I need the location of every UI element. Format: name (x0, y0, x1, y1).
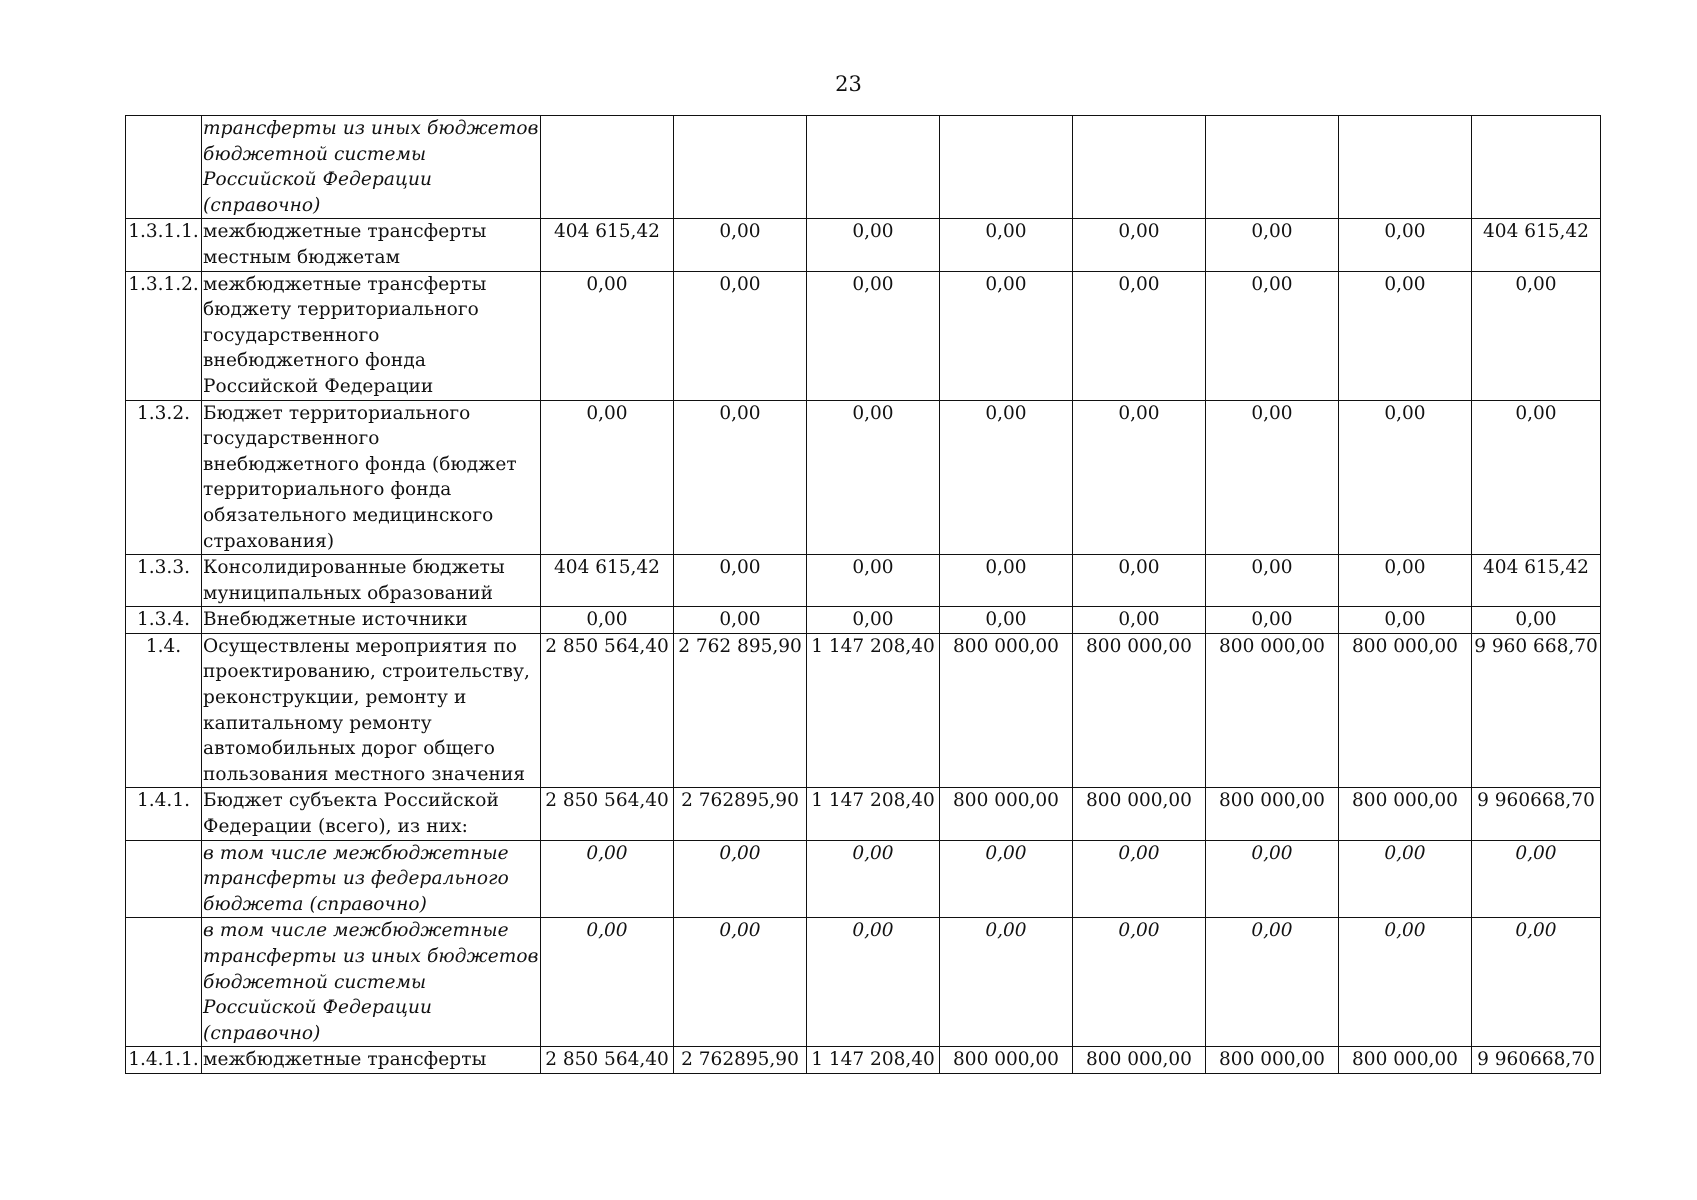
value-cell: 0,00 (674, 918, 807, 1047)
value-cell: 1 147 208,40 (807, 633, 940, 788)
row-number-cell: 1.4. (126, 633, 202, 788)
value-cell: 800 000,00 (1206, 633, 1339, 788)
table-row (126, 271, 1601, 400)
value-cell: 800 000,00 (1206, 788, 1339, 840)
value-cell: 2 850 564,40 (541, 633, 674, 788)
value-cell: 0,00 (541, 607, 674, 634)
row-name-line: трансферты из федерального (203, 868, 509, 890)
value-cell: 0,00 (807, 840, 940, 918)
table-row (126, 918, 1601, 1047)
value-cell: 9 960668,70 (1472, 788, 1601, 840)
row-name-line: межбюджетные трансферты (203, 221, 487, 243)
value-cell: 0,00 (807, 271, 940, 400)
table-row (126, 1047, 1601, 1074)
value-cell: 0,00 (541, 271, 674, 400)
value-cell: 0,00 (1339, 271, 1472, 400)
row-name-line: Внебюджетные источники (203, 609, 468, 631)
value-cell: 800 000,00 (940, 1047, 1073, 1074)
row-number-cell: 1.3.4. (126, 607, 202, 634)
value-cell: 800 000,00 (940, 788, 1073, 840)
row-number-cell: 1.4.1.1. (126, 1047, 202, 1074)
row-name-line: межбюджетные трансферты (203, 273, 487, 295)
value-cell: 0,00 (940, 607, 1073, 634)
row-number-cell: 1.4.1. (126, 788, 202, 840)
value-cell: 0,00 (674, 219, 807, 271)
row-name-line: местным бюджетам (203, 246, 401, 268)
row-name-line: бюджетной системы (203, 143, 427, 165)
table-row (126, 555, 1601, 607)
row-name-cell (202, 788, 541, 840)
table-row (126, 633, 1601, 788)
value-cell: 0,00 (940, 271, 1073, 400)
value-cell: 404 615,42 (1472, 555, 1601, 607)
row-number-cell (126, 116, 202, 219)
value-cell: 1 147 208,40 (807, 788, 940, 840)
table-row (126, 116, 1601, 219)
table-row (126, 788, 1601, 840)
value-cell: 0,00 (940, 918, 1073, 1047)
value-cell: 800 000,00 (1339, 788, 1472, 840)
row-number-cell: 1.3.1.2. (126, 271, 202, 400)
row-name-line: бюджетной системы (203, 971, 427, 993)
value-cell: 2 762895,90 (674, 1047, 807, 1074)
value-cell: 0,00 (940, 219, 1073, 271)
value-cell: 0,00 (1339, 555, 1472, 607)
row-name-line: пользования местного значения (203, 763, 526, 785)
budget-table (125, 115, 1601, 1074)
value-cell: 0,00 (1206, 219, 1339, 271)
value-cell: 0,00 (1073, 555, 1206, 607)
value-cell: 0,00 (1073, 918, 1206, 1047)
row-name-line: (справочно) (203, 194, 321, 216)
row-name-line: капитальному ремонту (203, 712, 432, 734)
value-cell: 0,00 (1073, 607, 1206, 634)
row-name-line: в том числе межбюджетные (203, 842, 509, 864)
value-cell: 2 762 895,90 (674, 633, 807, 788)
value-cell: 0,00 (1206, 840, 1339, 918)
value-cell: 0,00 (807, 219, 940, 271)
value-cell: 0,00 (1472, 918, 1601, 1047)
value-cell: 0,00 (1073, 271, 1206, 400)
value-cell: 2 850 564,40 (541, 1047, 674, 1074)
row-number-cell: 1.3.3. (126, 555, 202, 607)
value-cell: 2 850 564,40 (541, 788, 674, 840)
value-cell: 0,00 (1206, 607, 1339, 634)
row-name-cell (202, 219, 541, 271)
table-body (126, 116, 1601, 1074)
value-cell: 0,00 (674, 840, 807, 918)
row-name-line: бюджету территориального (203, 299, 479, 321)
row-name-line: бюджета (справочно) (203, 893, 427, 915)
value-cell: 0,00 (674, 400, 807, 555)
value-cell (1206, 116, 1339, 219)
value-cell: 0,00 (807, 607, 940, 634)
value-cell: 800 000,00 (1073, 1047, 1206, 1074)
row-number-cell (126, 918, 202, 1047)
row-name-cell (202, 1047, 541, 1074)
row-name-line: Федерации (всего), из них: (203, 816, 468, 838)
value-cell: 0,00 (940, 400, 1073, 555)
value-cell (807, 116, 940, 219)
value-cell: 9 960 668,70 (1472, 633, 1601, 788)
value-cell: 0,00 (1206, 400, 1339, 555)
row-name-cell (202, 918, 541, 1047)
value-cell: 0,00 (674, 555, 807, 607)
value-cell (1472, 116, 1601, 219)
row-name-line: Российской Федерации (203, 997, 433, 1019)
value-cell: 0,00 (807, 918, 940, 1047)
value-cell: 0,00 (940, 840, 1073, 918)
row-name-cell (202, 555, 541, 607)
table-row (126, 840, 1601, 918)
row-name-line: государственного (203, 428, 380, 450)
value-cell: 0,00 (1472, 271, 1601, 400)
row-name-cell (202, 633, 541, 788)
value-cell (1073, 116, 1206, 219)
row-name-line: проектированию, строительству, (203, 661, 531, 683)
value-cell: 9 960668,70 (1472, 1047, 1601, 1074)
row-name-cell (202, 607, 541, 634)
value-cell: 0,00 (1472, 607, 1601, 634)
value-cell: 800 000,00 (940, 633, 1073, 788)
value-cell (674, 116, 807, 219)
value-cell: 0,00 (1206, 271, 1339, 400)
value-cell: 404 615,42 (541, 219, 674, 271)
row-name-line: в том числе межбюджетные (203, 920, 509, 942)
value-cell: 0,00 (1339, 400, 1472, 555)
row-name-line: муниципальных образований (203, 582, 494, 604)
page-number: 23 (835, 72, 862, 96)
row-name-line: Консолидированные бюджеты (203, 557, 505, 579)
value-cell: 0,00 (1073, 400, 1206, 555)
row-name-line: территориального фонда (203, 479, 452, 501)
row-name-line: межбюджетные трансферты (203, 1049, 487, 1071)
value-cell: 404 615,42 (541, 555, 674, 607)
table-row (126, 607, 1601, 634)
row-name-cell (202, 400, 541, 555)
row-name-line: Бюджет территориального (203, 402, 471, 424)
value-cell: 0,00 (1073, 840, 1206, 918)
row-number-cell: 1.3.1.1. (126, 219, 202, 271)
value-cell: 0,00 (1339, 840, 1472, 918)
value-cell: 0,00 (674, 607, 807, 634)
value-cell: 0,00 (1472, 840, 1601, 918)
row-name-line: реконструкции, ремонту и (203, 687, 467, 709)
value-cell: 800 000,00 (1206, 1047, 1339, 1074)
value-cell: 800 000,00 (1339, 1047, 1472, 1074)
value-cell: 0,00 (807, 555, 940, 607)
value-cell: 0,00 (1206, 555, 1339, 607)
table-row (126, 400, 1601, 555)
value-cell: 0,00 (1073, 219, 1206, 271)
row-name-cell (202, 840, 541, 918)
value-cell: 0,00 (807, 400, 940, 555)
value-cell: 0,00 (940, 555, 1073, 607)
row-number-cell (126, 840, 202, 918)
value-cell: 0,00 (541, 400, 674, 555)
row-name-cell (202, 116, 541, 219)
value-cell: 0,00 (1339, 219, 1472, 271)
value-cell (1339, 116, 1472, 219)
value-cell (541, 116, 674, 219)
row-name-line: Бюджет субъекта Российской (203, 790, 499, 812)
value-cell: 0,00 (541, 840, 674, 918)
value-cell: 0,00 (1339, 607, 1472, 634)
row-name-cell (202, 271, 541, 400)
value-cell: 800 000,00 (1073, 788, 1206, 840)
value-cell: 800 000,00 (1073, 633, 1206, 788)
row-name-line: Осуществлены мероприятия по (203, 635, 517, 657)
row-name-line: (справочно) (203, 1022, 321, 1044)
row-name-line: автомобильных дорог общего (203, 738, 495, 760)
value-cell: 0,00 (1206, 918, 1339, 1047)
row-name-line: внебюджетного фонда (203, 350, 426, 372)
value-cell: 1 147 208,40 (807, 1047, 940, 1074)
value-cell (940, 116, 1073, 219)
row-name-line: внебюджетного фонда (бюджет (203, 453, 517, 475)
row-name-line: государственного (203, 324, 380, 346)
value-cell: 0,00 (674, 271, 807, 400)
table-row (126, 219, 1601, 271)
row-name-line: Российской Федерации (203, 169, 433, 191)
value-cell: 0,00 (1472, 400, 1601, 555)
value-cell: 0,00 (1339, 918, 1472, 1047)
value-cell: 2 762895,90 (674, 788, 807, 840)
row-name-line: трансферты из иных бюджетов (203, 118, 539, 139)
row-name-line: трансферты из иных бюджетов (203, 946, 539, 967)
value-cell: 404 615,42 (1472, 219, 1601, 271)
value-cell: 800 000,00 (1339, 633, 1472, 788)
row-name-line: обязательного медицинского (203, 504, 494, 526)
value-cell: 0,00 (541, 918, 674, 1047)
row-number-cell: 1.3.2. (126, 400, 202, 555)
row-name-line: страхования) (203, 530, 335, 552)
row-name-line: Российской Федерации (203, 375, 434, 397)
